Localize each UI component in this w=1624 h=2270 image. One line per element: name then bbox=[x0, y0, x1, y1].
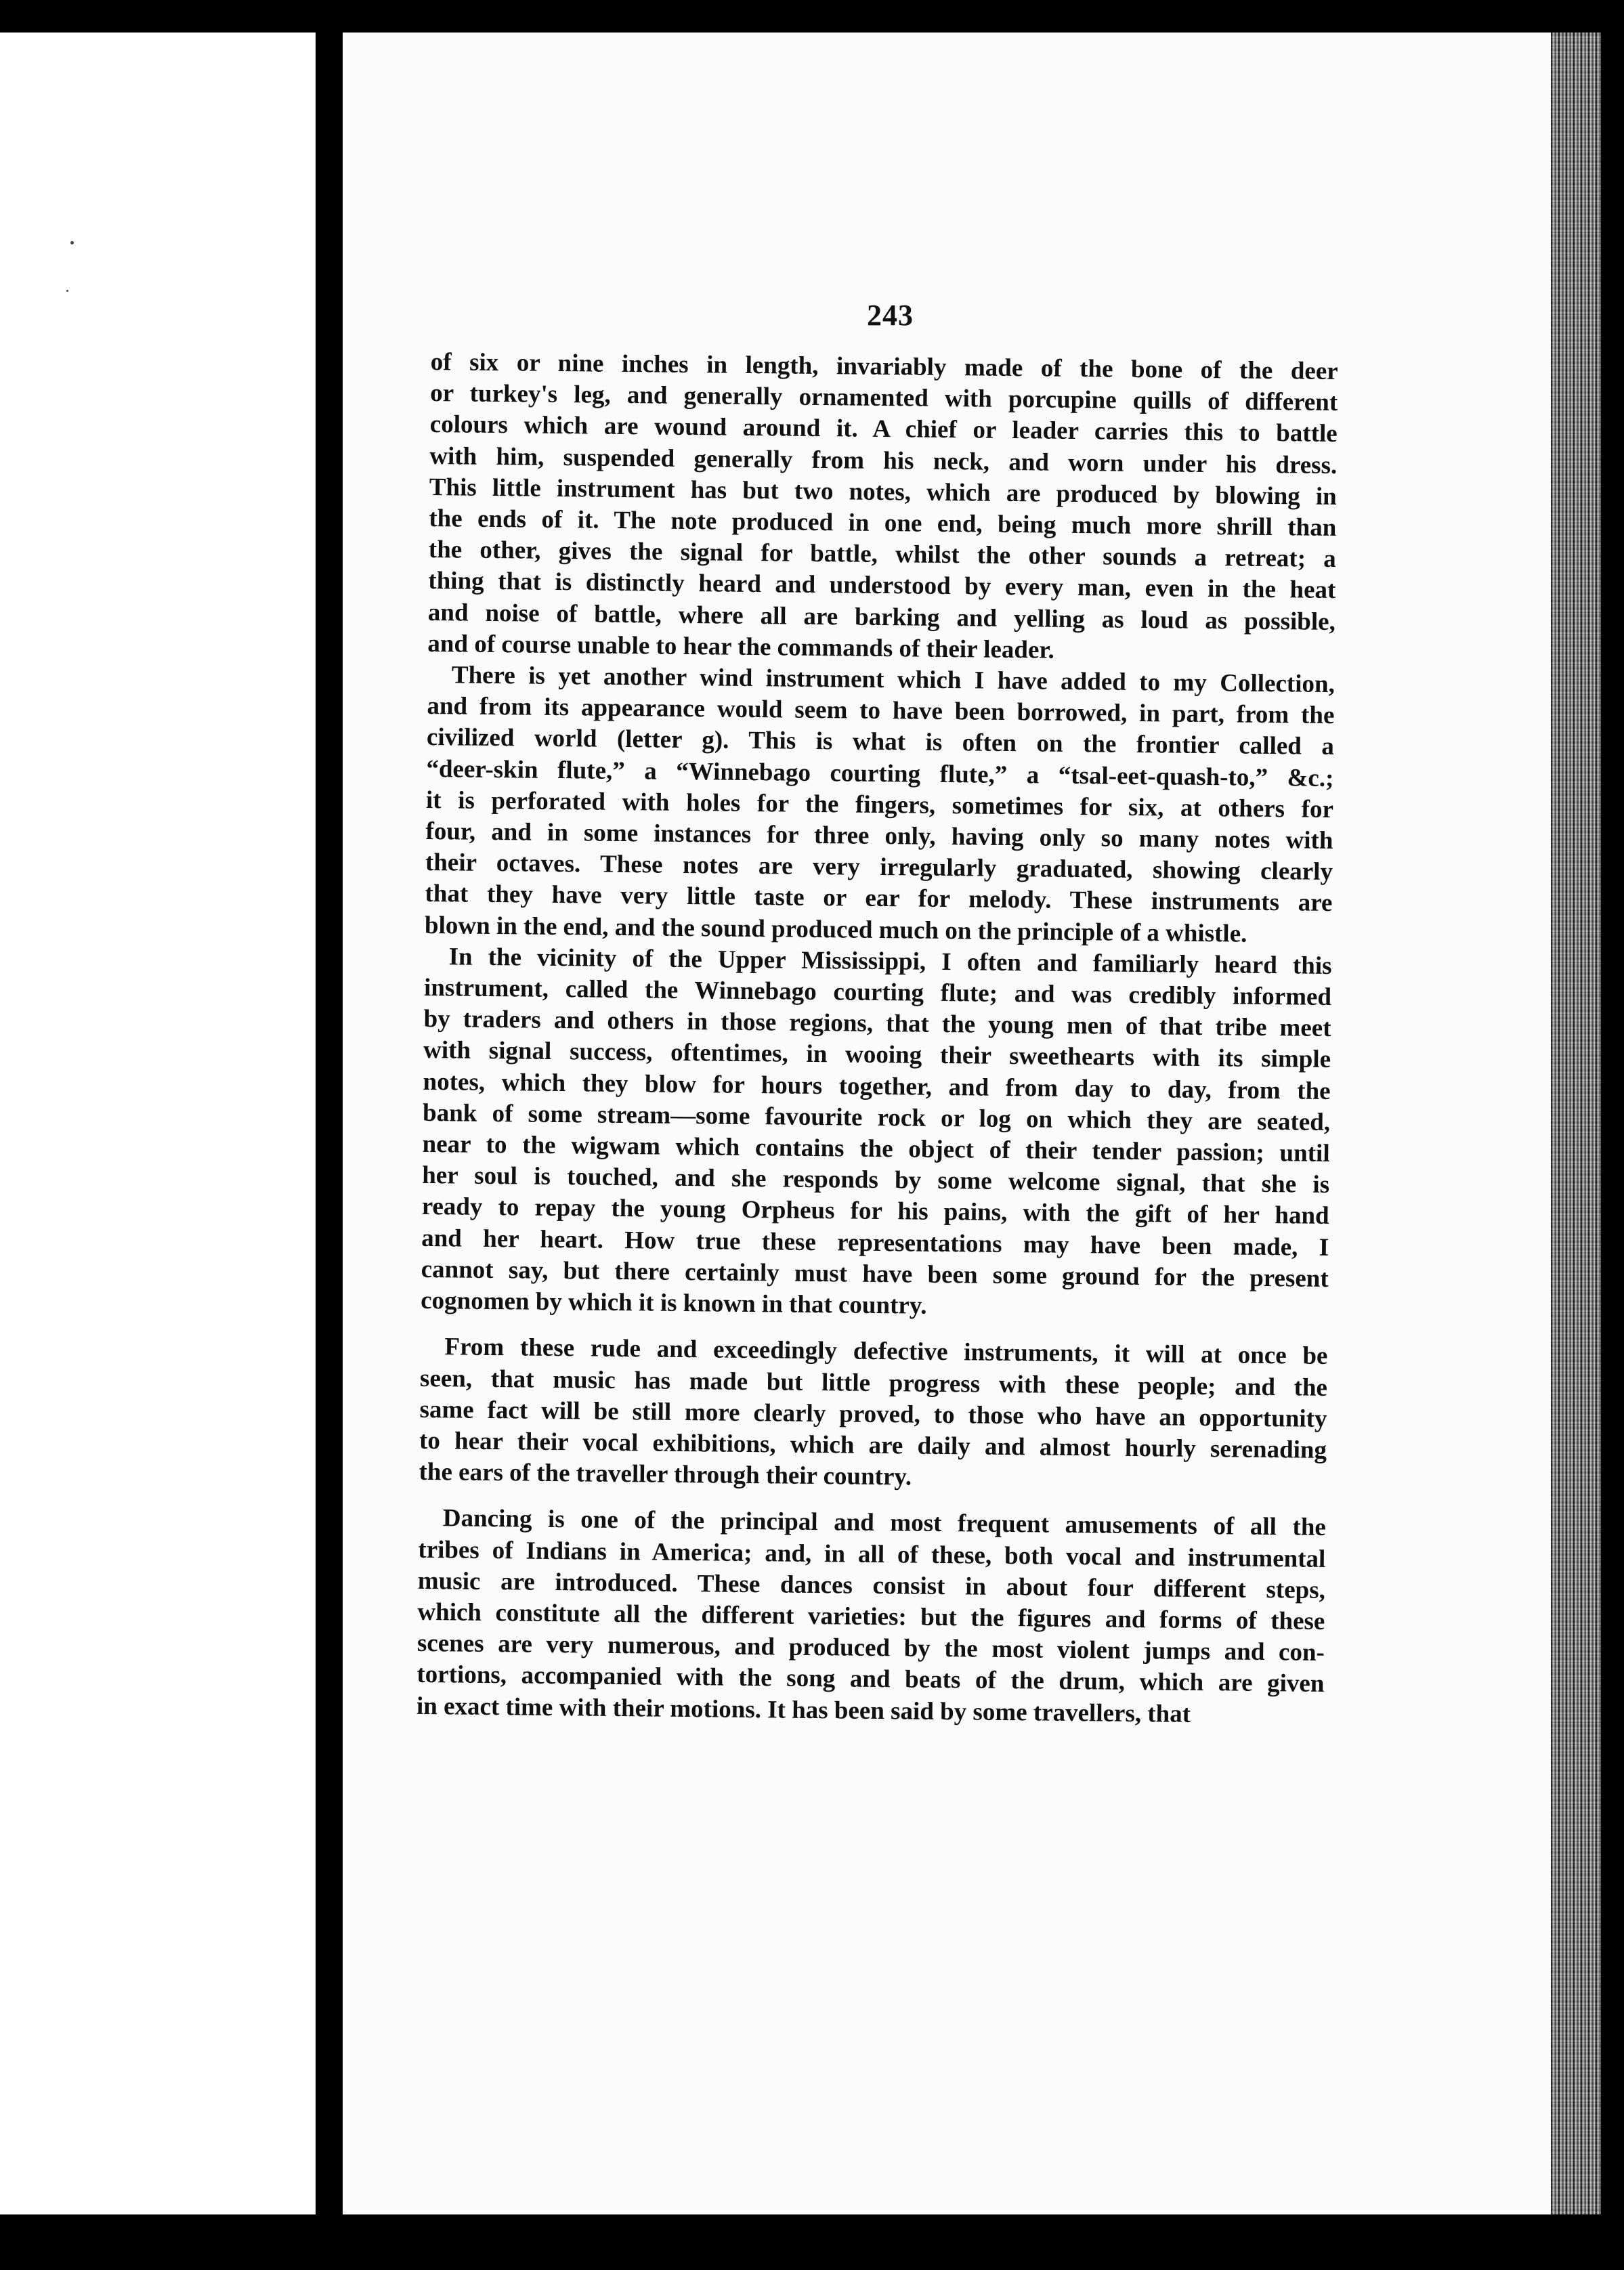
facing-page-blank bbox=[0, 33, 316, 2214]
page-fore-edge bbox=[1551, 33, 1601, 2214]
text-line: cognomen by which it is known in that country. bbox=[421, 1287, 927, 1320]
scan-background-top bbox=[0, 0, 1624, 33]
text-line: tortions, accompanied with the song and beats of the drum, which are given bbox=[416, 1661, 1325, 1698]
text-line: the ends of it. The note produced in one end, being much more shrill than bbox=[429, 505, 1337, 542]
text-line: and noise of battle, where all are barking and yelling as loud as possible, bbox=[427, 598, 1336, 636]
paragraph-music-progress bbox=[419, 1331, 1327, 1497]
paragraph-bone-whistle bbox=[427, 347, 1338, 669]
page-number: 243 bbox=[867, 299, 914, 332]
text-line: blown in the end, and the sound produced much on the principle of a whistle. bbox=[424, 911, 1247, 948]
text-line: and of course unable to hear the commands of their leader. bbox=[427, 629, 1054, 664]
paragraph-deer-skin-flute bbox=[425, 660, 1335, 951]
text-line: cannot say, but there certainly must have been some ground for the present bbox=[421, 1255, 1329, 1293]
text-line: which constitute all the different varieties: but the figures and forms of these bbox=[417, 1598, 1325, 1635]
text-line: ready to repay the young Orpheus for his pains, with the gift of her hand bbox=[421, 1193, 1329, 1230]
text-line: notes, which they blow for hours together, and from day to day, from the bbox=[423, 1067, 1331, 1105]
text-line: four, and in some instances for three only, having only so many notes with bbox=[425, 817, 1333, 855]
text-line: “deer-skin flute,” a “Winnebago courting flute,” a “tsal-eet-quash-to,” &c.; bbox=[426, 754, 1334, 792]
text-line: music are introduced. These dances consist in about four different steps, bbox=[417, 1566, 1326, 1604]
text-line: tribes of Indians in America; and, in all of these, both vocal and instrumental bbox=[418, 1535, 1326, 1573]
page-text-body bbox=[416, 347, 1338, 1732]
text-line: near to the wigwam which contains the object of their tender passion; until bbox=[422, 1130, 1330, 1168]
text-line: seen, that music has made but little progress with these people; and the bbox=[419, 1364, 1328, 1402]
text-line: the ears of the traveller through their country. bbox=[419, 1458, 912, 1491]
text-line: with signal success, oftentimes, in wooing their sweethearts with its simple bbox=[423, 1036, 1331, 1074]
paragraph-dancing bbox=[416, 1503, 1326, 1731]
text-line: and her heart. How true these representations may have been made, I bbox=[421, 1224, 1329, 1262]
text-line: with him, suspended generally from his neck, and worn under his dress. bbox=[429, 442, 1338, 479]
text-line: instrument, called the Winnebago courting flute; and was credibly informed bbox=[423, 974, 1332, 1012]
text-line: the other, gives the signal for battle, whilst the other sounds a retreat; a bbox=[428, 536, 1337, 574]
text-line: that they have very little taste or ear for melody. These instruments are bbox=[425, 880, 1333, 918]
scan-background-right bbox=[1601, 0, 1624, 2270]
text-line: of six or nine inches in length, invariably made of the bone of the deer bbox=[430, 347, 1338, 386]
book-gutter bbox=[316, 33, 343, 2214]
text-line: her soul is touched, and she responds by some welcome signal, that she is bbox=[421, 1161, 1330, 1199]
text-line: scenes are very numerous, and produced by the most violent jumps and con- bbox=[416, 1629, 1325, 1667]
paragraph-winnebago-courting-flute bbox=[421, 941, 1332, 1326]
text-line: to hear their vocal exhibitions, which are daily and almost hourly serenading bbox=[419, 1426, 1327, 1464]
text-line: it is perforated with holes for the fingers, sometimes for six, at others for bbox=[425, 786, 1334, 823]
text-line: same fact will be still more clearly proved, to those who have an opportunity bbox=[419, 1395, 1327, 1433]
text-line: This little instrument has but two notes, which are produced by blowing in bbox=[429, 473, 1337, 511]
text-line: civilized world (letter g). This is what is often on the frontier called a bbox=[426, 723, 1335, 761]
text-line: their octaves. These notes are very irregularly graduated, showing clearly bbox=[425, 849, 1333, 886]
text-line: thing that is distinctly heard and understood by every man, even in the heat bbox=[428, 567, 1336, 605]
text-line: colours which are wound around it. A chief or leader carries this to battle bbox=[429, 410, 1338, 448]
text-line: Dancing is one of the principal and most frequent amusements of all the bbox=[442, 1504, 1327, 1542]
text-line: by traders and others in those regions, that the young men of that tribe meet bbox=[423, 1005, 1331, 1043]
text-line: and from its appearance would seem to have been borrowed, in part, from the bbox=[427, 692, 1335, 730]
text-line: or turkey's leg, and generally ornamented with porcupine quills of different bbox=[430, 379, 1338, 417]
text-line: in exact time with their motions. It has been said by some travellers, that bbox=[416, 1692, 1191, 1728]
text-line: bank of some stream—some favourite rock or log on which they are seated, bbox=[422, 1098, 1331, 1136]
paper-speck bbox=[70, 241, 74, 244]
paper-speck bbox=[66, 290, 68, 292]
text-line: There is yet another wind instrument which I have added to my Collection, bbox=[451, 661, 1335, 699]
scan-background-bottom bbox=[0, 2214, 1624, 2270]
text-line: In the vicinity of the Upper Mississippi, I often and familiarly heard this bbox=[448, 943, 1332, 980]
text-line: From these rude and exceedingly defective instruments, it will at once be bbox=[444, 1333, 1328, 1371]
